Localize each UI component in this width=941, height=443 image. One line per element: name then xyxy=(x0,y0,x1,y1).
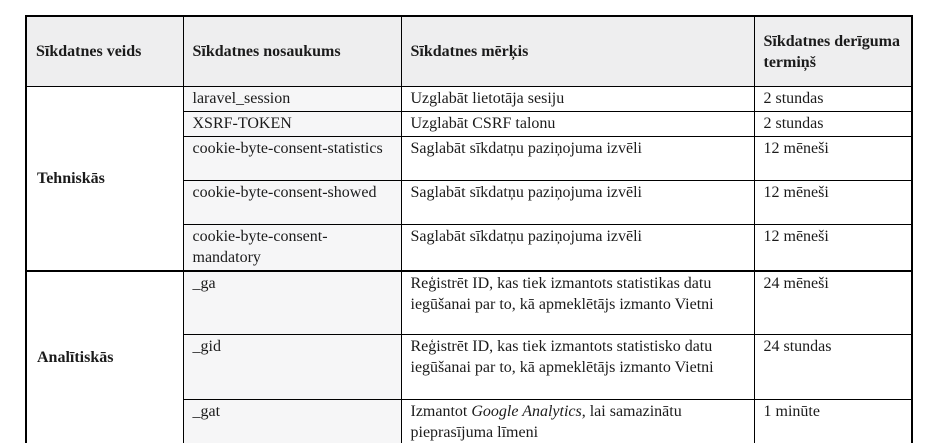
cookie-purpose-cell: Reģistrēt ID, kas tiek izmantots statistisko datu iegūšanai par to, kā apmeklētājs izmanto Vietni xyxy=(401,334,754,399)
purpose-text-italic: Google Analytics xyxy=(471,402,582,420)
cookie-purpose-cell: Reģistrēt ID, kas tiek izmantots statistikas datu iegūšanai par to, kā apmeklētājs izmanto Vietni xyxy=(401,271,754,334)
cookie-duration-cell: 12 mēneši xyxy=(754,181,912,225)
table-row xyxy=(26,271,912,334)
cookie-name-cell: laravel_session xyxy=(183,87,401,112)
cookie-name-cell: _gat xyxy=(183,399,401,443)
purpose-text: , lai samazinātu pieprasījuma līmeni xyxy=(410,402,682,441)
cookie-purpose-cell: Uzglabāt CSRF talonu xyxy=(401,112,754,137)
cookie-duration-cell: 1 minūte xyxy=(754,399,912,443)
cookie-table xyxy=(25,15,913,443)
column-header-cookie-purpose: Sīkdatnes mērķis xyxy=(401,16,754,87)
cookie-duration-cell: 2 stundas xyxy=(754,87,912,112)
cookie-name-cell: XSRF-TOKEN xyxy=(183,112,401,137)
cookie-name-cell: cookie-byte-consent-statistics xyxy=(183,137,401,181)
cookie-duration-cell: 24 mēneši xyxy=(754,271,912,334)
table-row xyxy=(26,87,912,112)
cookie-purpose-cell: Saglabāt sīkdatņu paziņojuma izvēli xyxy=(401,137,754,181)
cookie-type-cell xyxy=(26,271,183,443)
cookie-duration-cell: 24 stundas xyxy=(754,334,912,399)
cookie-purpose-cell: Uzglabāt lietotāja sesiju xyxy=(401,87,754,112)
cookie-name-cell: _ga xyxy=(183,271,401,334)
cookie-duration-cell: 12 mēneši xyxy=(754,137,912,181)
cookie-name-cell: cookie-byte-consent-mandatory xyxy=(183,225,401,272)
cookie-duration-cell: 12 mēneši xyxy=(754,225,912,272)
cookie-type-label: Tehniskās xyxy=(37,169,105,187)
cookie-purpose-cell: Saglabāt sīkdatņu paziņojuma izvēli xyxy=(401,225,754,272)
cookie-name-cell: cookie-byte-consent-showed xyxy=(183,181,401,225)
purpose-text: Izmantot xyxy=(410,402,472,420)
column-header-cookie-name: Sīkdatnes nosaukums xyxy=(183,16,401,87)
column-header-cookie-duration: Sīkdatnes derīguma termiņš xyxy=(754,16,912,87)
column-header-cookie-type: Sīkdatnes veids xyxy=(26,16,183,87)
table-header-row xyxy=(26,16,912,87)
cookie-purpose-cell: Saglabāt sīkdatņu paziņojuma izvēli xyxy=(401,181,754,225)
cookie-type-label: Analītiskās xyxy=(37,349,114,367)
cookie-type-cell xyxy=(26,87,183,272)
cookie-name-cell: _gid xyxy=(183,334,401,399)
cookie-duration-cell: 2 stundas xyxy=(754,112,912,137)
cookie-purpose-cell xyxy=(401,399,754,443)
